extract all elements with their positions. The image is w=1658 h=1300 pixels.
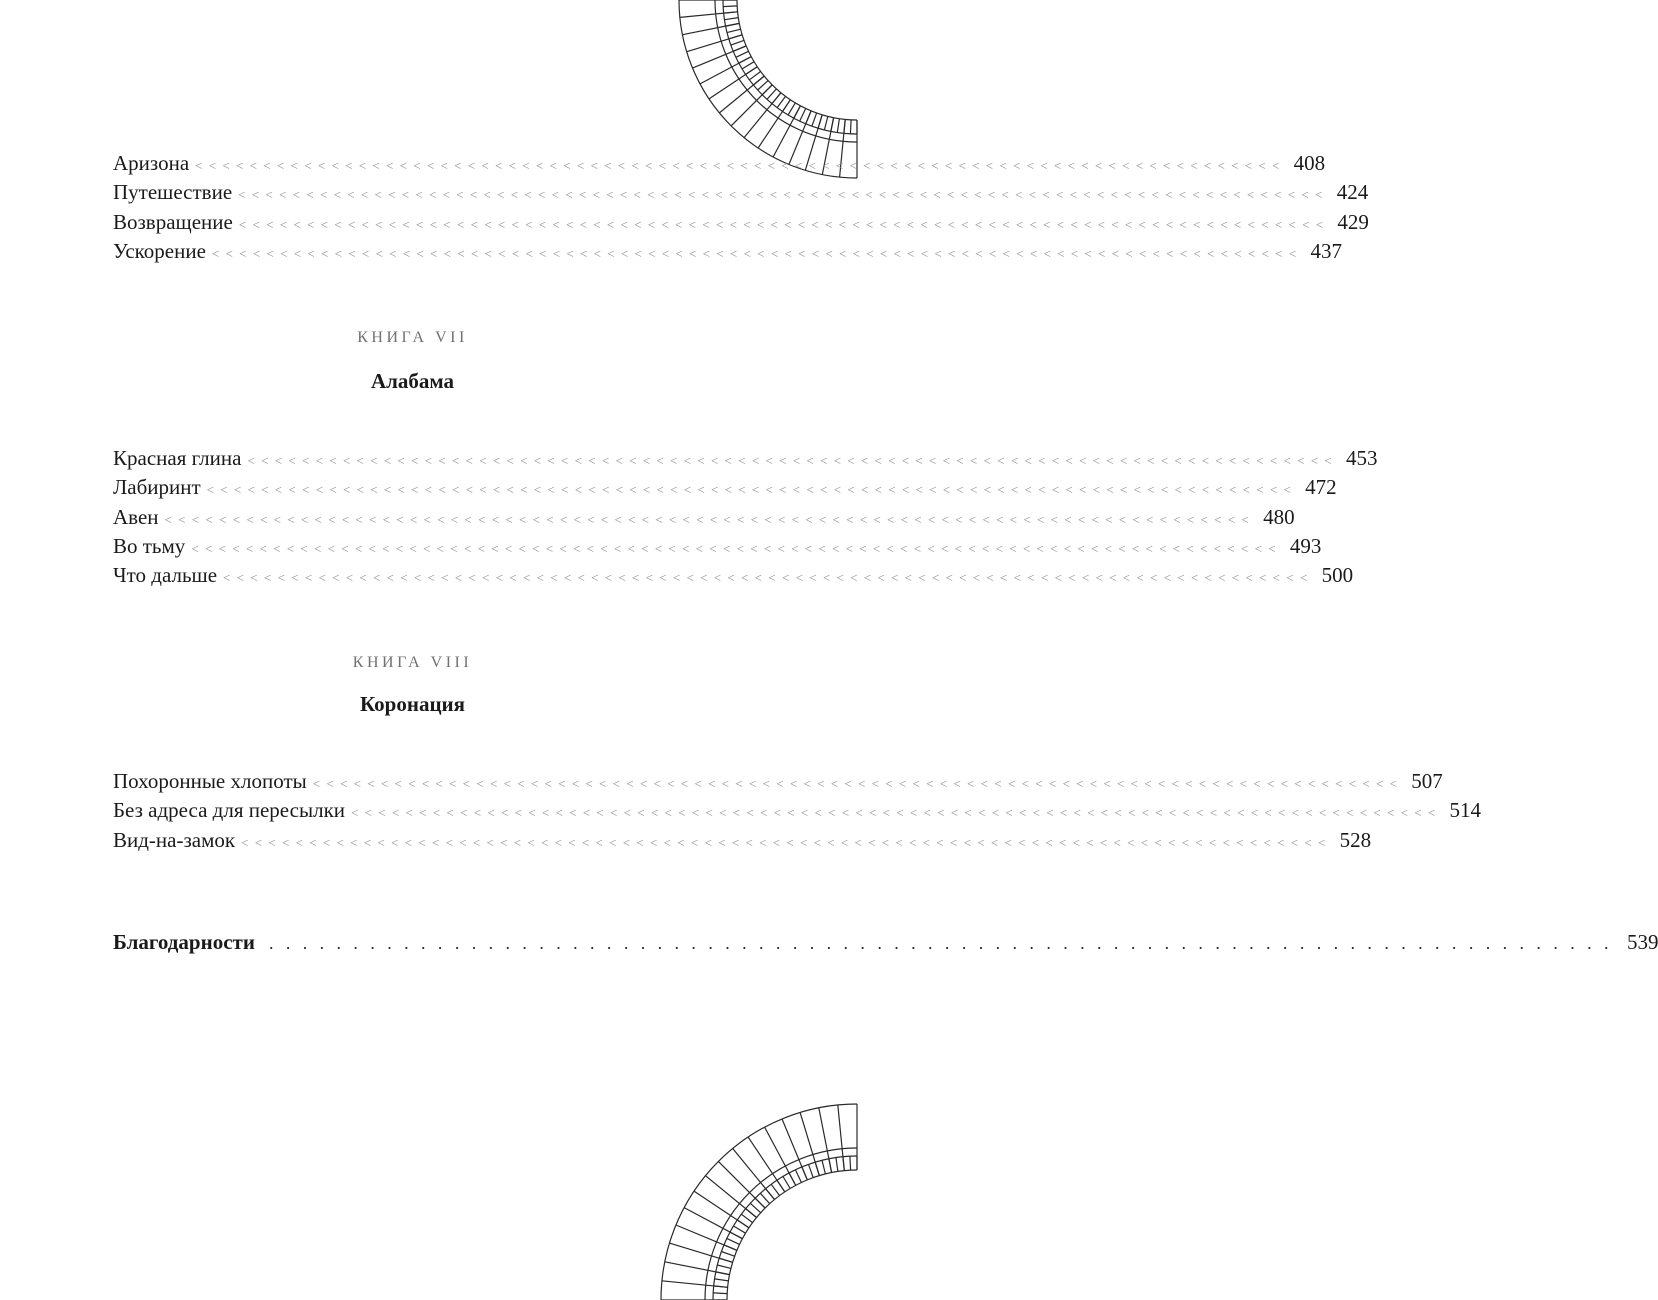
dot-leader: ................................................................................ (268, 933, 1621, 953)
dot-leader: >>>>>>>>>>>>>>>>>>>>>>>>>>>>>>>>>>>>>>>>>>>>>>>>>>>>>>>>>>>>>>>>>>>>>>>>>>>>>>>> (247, 453, 1338, 468)
toc-entry-acknowledgments[interactable] (113, 927, 1658, 958)
toc-group-top (113, 149, 1369, 266)
toc-group-book-vii (113, 444, 1378, 590)
dot-leader: >>>>>>>>>>>>>>>>>>>>>>>>>>>>>>>>>>>>>>>>>>>>>>>>>>>>>>>>>>>>>>>>>>>>>>>>>>>>>>>> (195, 158, 1286, 173)
entry-title: Путешествие (113, 180, 233, 205)
entry-title: Что дальше (113, 563, 218, 588)
dot-leader: >>>>>>>>>>>>>>>>>>>>>>>>>>>>>>>>>>>>>>>>>>>>>>>>>>>>>>>>>>>>>>>>>>>>>>>>>>>>>>>> (191, 540, 1282, 556)
staircase-ornament-bottom-icon (657, 1100, 857, 1300)
toc-entry[interactable] (113, 473, 1337, 502)
toc-entry[interactable] (113, 444, 1378, 473)
toc-entry[interactable] (113, 796, 1482, 825)
entry-title: Авен (113, 504, 159, 529)
book-vii-label: КНИГА VII (357, 329, 468, 346)
toc-entry[interactable] (113, 561, 1354, 590)
entry-page-number: 480 (1263, 504, 1295, 529)
acknowledgments-page-number: 539 (1626, 930, 1658, 954)
toc-group-book-viii (113, 767, 1482, 855)
entry-title: Во тьму (113, 533, 186, 558)
entry-title: Возвращение (113, 209, 233, 234)
dot-leader: >>>>>>>>>>>>>>>>>>>>>>>>>>>>>>>>>>>>>>>>>>>>>>>>>>>>>>>>>>>>>>>>>>>>>>>>>>>>>>>> (241, 834, 1332, 850)
dot-leader: >>>>>>>>>>>>>>>>>>>>>>>>>>>>>>>>>>>>>>>>>>>>>>>>>>>>>>>>>>>>>>>>>>>>>>>>>>>>>>>> (238, 216, 1330, 232)
entry-title: Лабиринт (113, 475, 201, 500)
entry-page-number: 472 (1305, 475, 1337, 500)
entry-title: Аризона (113, 151, 190, 175)
toc-entry[interactable] (113, 503, 1295, 532)
dot-leader: >>>>>>>>>>>>>>>>>>>>>>>>>>>>>>>>>>>>>>>>>>>>>>>>>>>>>>>>>>>>>>>>>>>>>>>>>>>>>>>> (223, 570, 1314, 586)
entry-page-number: 493 (1289, 533, 1322, 558)
toc-entry[interactable] (113, 532, 1322, 561)
book-viii-title: Коронация (359, 692, 466, 716)
entry-page-number: 424 (1336, 180, 1369, 205)
dot-leader: >>>>>>>>>>>>>>>>>>>>>>>>>>>>>>>>>>>>>>>>>>>>>>>>>>>>>>>>>>>>>>>>>>>>>>>>>>>>>>>> (312, 776, 1404, 791)
toc-entry[interactable] (113, 767, 1443, 796)
dot-leader: >>>>>>>>>>>>>>>>>>>>>>>>>>>>>>>>>>>>>>>>>>>>>>>>>>>>>>>>>>>>>>>>>>>>>>>>>>>>>>>> (164, 511, 1256, 527)
entry-title: Вид-на-замок (113, 827, 236, 852)
entry-page-number: 453 (1345, 446, 1378, 470)
entry-page-number: 514 (1449, 798, 1482, 823)
entry-title: Без адреса для пересылки (113, 798, 346, 823)
toc-entry[interactable] (113, 826, 1372, 855)
book-viii-label: КНИГА VIII (352, 654, 473, 671)
toc-entry[interactable] (113, 149, 1326, 178)
dot-leader: >>>>>>>>>>>>>>>>>>>>>>>>>>>>>>>>>>>>>>>>>>>>>>>>>>>>>>>>>>>>>>>>>>>>>>>>>>>>>>>> (238, 187, 1329, 203)
entry-title: Ускорение (113, 238, 206, 263)
entry-page-number: 429 (1337, 209, 1369, 234)
toc-entry[interactable] (113, 208, 1369, 237)
acknowledgments-title: Благодарности (113, 930, 255, 954)
toc-entry[interactable] (113, 178, 1369, 207)
entry-page-number: 507 (1411, 769, 1443, 793)
entry-title: Похоронные хлопоты (113, 769, 307, 793)
entry-page-number: 500 (1321, 563, 1354, 588)
entry-page-number: 528 (1339, 827, 1372, 852)
entry-page-number: 437 (1310, 238, 1342, 263)
dot-leader: >>>>>>>>>>>>>>>>>>>>>>>>>>>>>>>>>>>>>>>>>>>>>>>>>>>>>>>>>>>>>>>>>>>>>>>>>>>>>>>> (211, 245, 1303, 261)
entry-title: Красная глина (113, 446, 242, 470)
dot-leader: >>>>>>>>>>>>>>>>>>>>>>>>>>>>>>>>>>>>>>>>>>>>>>>>>>>>>>>>>>>>>>>>>>>>>>>>>>>>>>>> (351, 805, 1442, 821)
dot-leader: >>>>>>>>>>>>>>>>>>>>>>>>>>>>>>>>>>>>>>>>>>>>>>>>>>>>>>>>>>>>>>>>>>>>>>>>>>>>>>>> (206, 482, 1298, 498)
book-vii-title: Алабама (370, 369, 455, 393)
toc-entry[interactable] (113, 237, 1342, 266)
entry-page-number: 408 (1293, 151, 1326, 175)
